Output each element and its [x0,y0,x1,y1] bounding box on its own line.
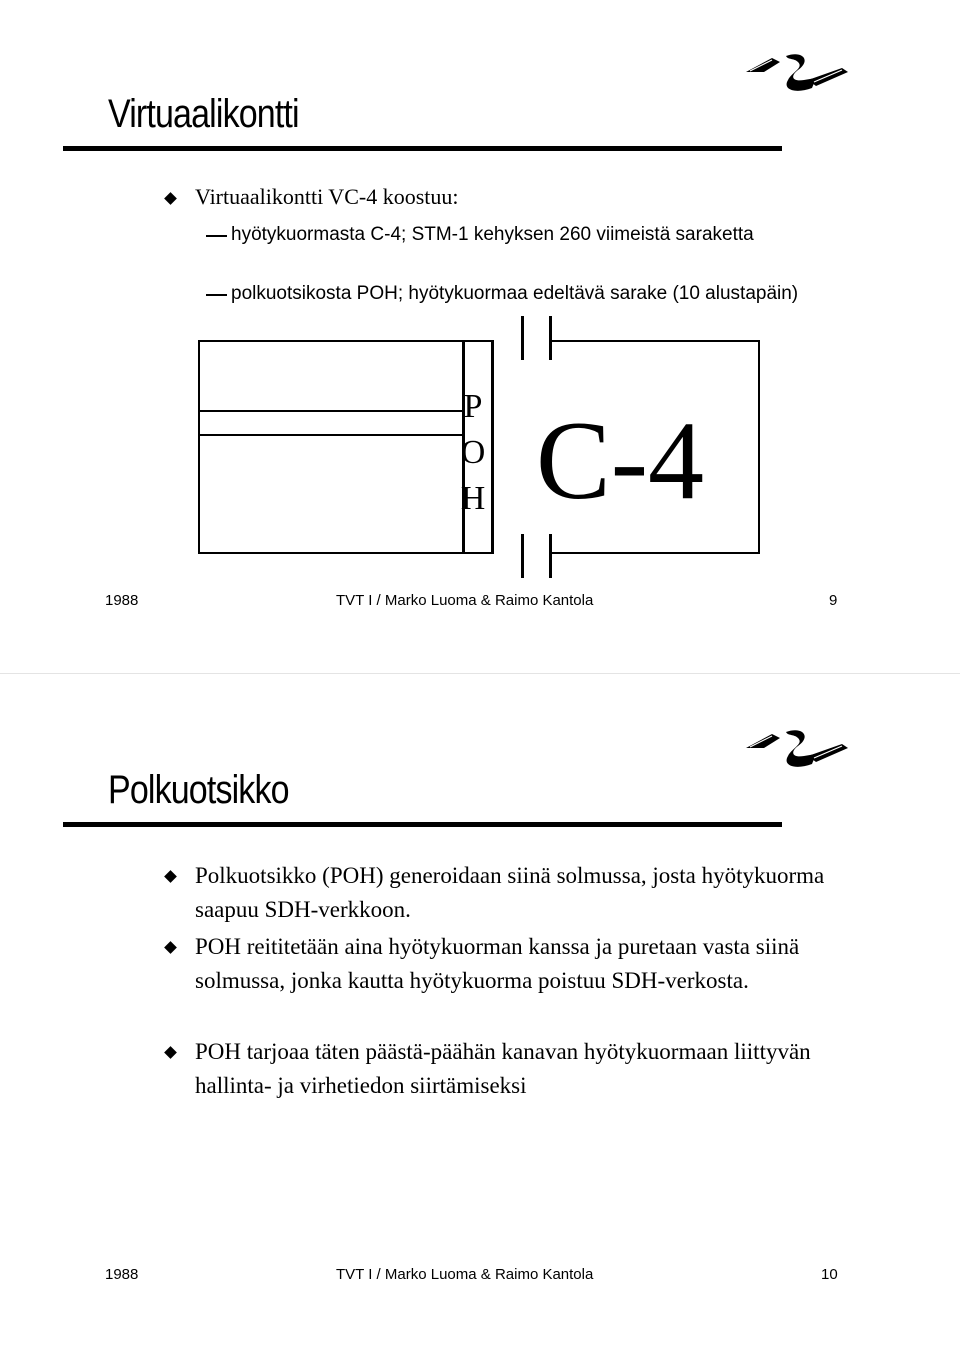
poh-letter: H [460,480,486,517]
poh-label [458,384,488,522]
footer-year: 1988 [105,592,139,609]
break-mark [549,534,552,578]
break-mark [521,534,524,578]
footer-authors: TVT I / Marko Luoma & Raimo Kantola [336,1266,594,1283]
frame-bottom-edge [552,552,562,554]
sub-item: polkuotsikosta POH; hyötykuormaa edeltävä sarake (10 alustapäin) [231,283,799,304]
title-underline [63,146,782,151]
break-mark [521,316,524,360]
bullet-text: Virtuaalikontti VC-4 koostuu: [195,184,459,209]
bullet-text: Polkuotsikko (POH) generoidaan siinä solmussa, josta hyötykuorma saapuu SDH-verkkoon. [195,863,825,922]
slide-10 [0,678,960,1357]
footer-page-number: 9 [829,592,838,609]
page-divider [0,673,960,674]
footer-authors: TVT I / Marko Luoma & Raimo Kantola [336,592,594,609]
slide-9 [0,0,960,670]
frame-row-line [198,410,464,412]
frame-row-line [198,434,464,436]
dash-icon [206,294,227,296]
bullet-diamond-icon [164,192,177,205]
slide-title: Polkuotsikko [108,768,289,812]
poh-letter: O [460,434,486,471]
poh-letter: P [463,388,483,425]
break-mark [549,316,552,360]
bullet-diamond-icon [164,1046,177,1059]
slide-title: Virtuaalikontti [108,92,299,136]
stylized-z-logo-icon [742,50,852,94]
c4-label: C-4 [536,399,704,523]
footer-page-number: 10 [821,1266,838,1283]
bullet-text: POH reititetään aina hyötykuorman kanssa ja puretaan vasta siinä solmussa, jonka kautta hyötykuorma poistuu SDH-verkosta. [195,934,800,993]
title-underline [63,822,782,827]
dash-icon [206,235,227,237]
frame-top-edge [552,340,562,342]
sub-item: hyötykuormasta C-4; STM-1 kehyksen 260 viimeistä saraketta [231,224,754,245]
stylized-z-logo-icon [742,726,852,770]
bullet-text: POH tarjoaa täten päästä-päähän kanavan hyötykuormaan liittyvän hallinta- ja virhetiedon siirtämiseksi [195,1039,811,1098]
bullet-diamond-icon [164,870,177,883]
bullet-diamond-icon [164,941,177,954]
footer-year: 1988 [105,1266,139,1283]
vc4-diagram [196,314,766,580]
